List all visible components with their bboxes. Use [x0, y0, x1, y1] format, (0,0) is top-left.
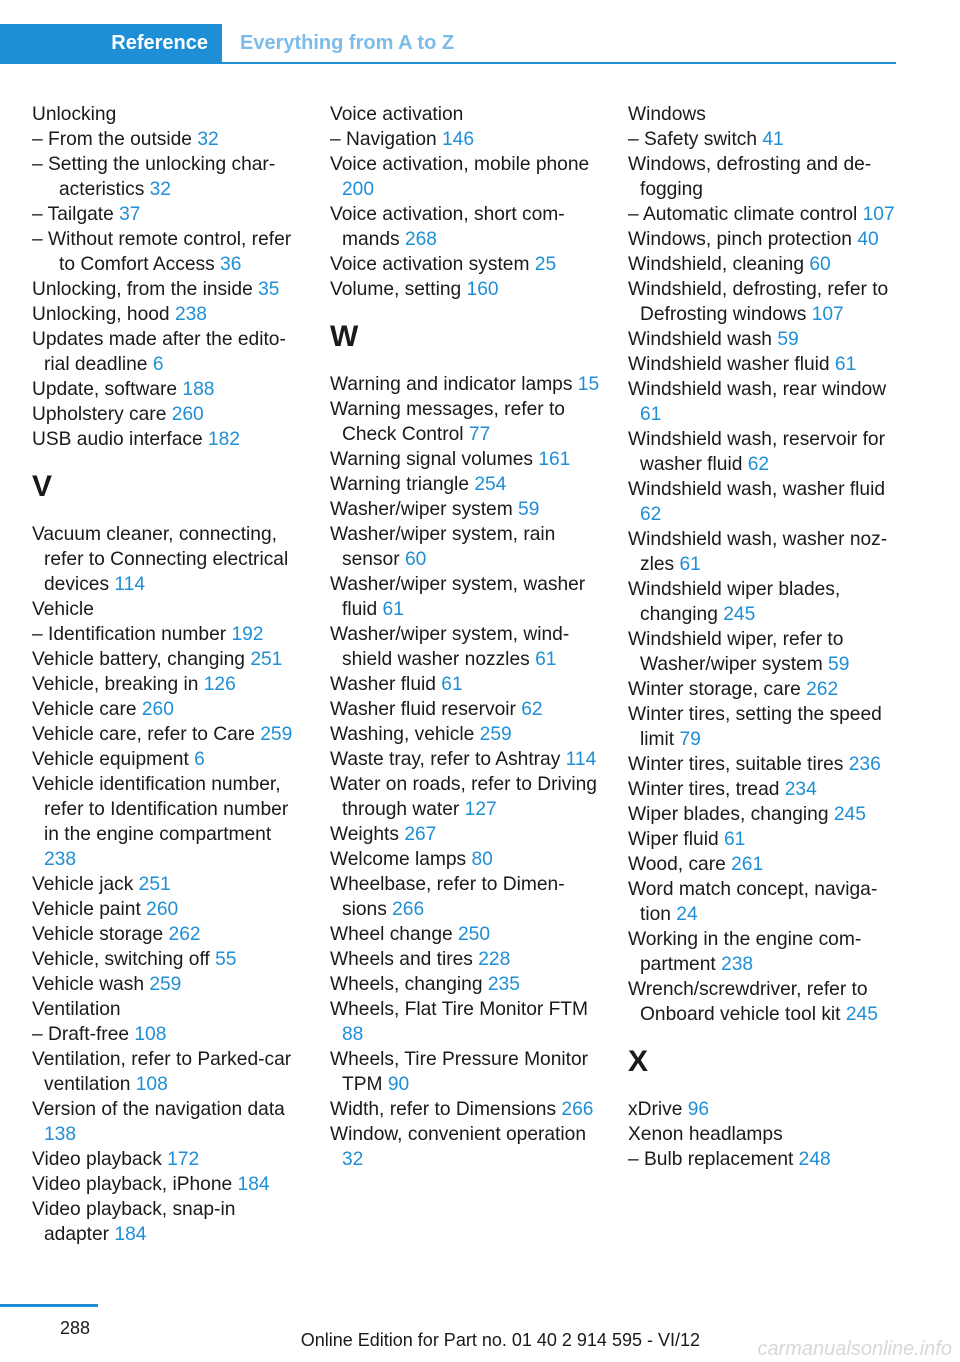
entry-text: Unlocking, from the inside: [32, 279, 253, 300]
index-entry: [628, 702, 900, 752]
entry-text: Windshield washer fluid: [628, 354, 830, 375]
index-entry: [330, 1047, 602, 1097]
index-entry: [330, 997, 602, 1047]
page-ref-link[interactable]: 62: [747, 454, 770, 475]
page-ref-link[interactable]: 161: [538, 449, 571, 470]
index-entry: [32, 597, 304, 622]
index-entry: [628, 227, 900, 252]
page-ref-link[interactable]: 114: [114, 574, 145, 595]
index-entry: [32, 672, 304, 697]
page-ref-link[interactable]: 61: [382, 599, 404, 620]
index-entry: [628, 527, 900, 577]
page-ref-link[interactable]: 15: [577, 374, 600, 395]
entry-text: Vehicle wash: [32, 974, 144, 995]
index-subentry: [32, 127, 304, 152]
index-entry: [628, 752, 900, 777]
index-entry: [628, 252, 900, 277]
index-entry: [32, 327, 304, 377]
entry-text: – Setting the unlocking characteristics: [32, 154, 276, 200]
entry-text: Xenon headlamps: [628, 1124, 783, 1145]
page-ref-link[interactable]: 108: [135, 1074, 168, 1095]
entry-text: – Automatic climate control: [628, 204, 858, 225]
index-entry: [628, 852, 900, 877]
entry-text: Wheel change: [330, 924, 453, 945]
page-ref-link[interactable]: 261: [731, 854, 764, 875]
page-ref-link[interactable]: 41: [762, 129, 784, 150]
index-entry: [32, 897, 304, 922]
entry-text: Washer/wiper system, windshield washer nozzles: [330, 624, 570, 670]
entry-text: Vehicle equipment: [32, 749, 189, 770]
page-ref-link[interactable]: 266: [392, 899, 425, 920]
index-entry: [628, 1097, 900, 1122]
entry-text: Volume, setting: [330, 279, 462, 300]
page-ref-link[interactable]: 107: [811, 304, 844, 325]
page-ref-link[interactable]: 234: [784, 779, 817, 800]
entry-text: Windshield wash, washer fluid: [628, 479, 886, 500]
page-ref-link[interactable]: 262: [806, 679, 839, 700]
index-subentry: [628, 127, 900, 152]
index-entry: [32, 1172, 304, 1197]
footer-rule: [0, 1304, 98, 1307]
entry-text: Windshield, cleaning: [628, 254, 804, 275]
page-ref-link[interactable]: 80: [471, 849, 493, 870]
entry-text: Windshield wash, washer nozzles: [628, 529, 888, 575]
entry-text: Wheels, Flat Tire Monitor FTM: [330, 999, 589, 1020]
entry-text: Wheels, changing: [330, 974, 483, 995]
index-entry: [32, 722, 304, 747]
entry-text: Unlocking: [32, 104, 117, 125]
index-column-3: [628, 102, 900, 1172]
page-ref-link[interactable]: 146: [442, 129, 475, 150]
index-entry: [330, 522, 602, 572]
page-ref-link[interactable]: 32: [342, 1149, 364, 1170]
page-ref-link[interactable]: 260: [141, 699, 174, 720]
entry-text: Washing, vehicle: [330, 724, 475, 745]
index-entry: [628, 427, 900, 477]
entry-text: Vehicle battery, changing: [32, 649, 245, 670]
index-subentry: [330, 127, 602, 152]
index-entry: [628, 1122, 900, 1147]
page-ref-link[interactable]: 127: [464, 799, 497, 820]
page-ref-link[interactable]: 108: [134, 1024, 167, 1045]
index-entry: [628, 827, 900, 852]
entry-text: Video playback, snap-in adapter: [32, 1199, 236, 1245]
entry-text: Washer/wiper system: [330, 499, 513, 520]
entry-text: – Identification number: [32, 624, 227, 645]
index-entry: [32, 1197, 304, 1247]
index-entry: [628, 377, 900, 427]
page-ref-link[interactable]: 262: [168, 924, 201, 945]
index-entry: [330, 872, 602, 922]
page-ref-link[interactable]: 251: [138, 874, 171, 895]
index-entry: [330, 252, 602, 277]
index-entry: [32, 402, 304, 427]
index-entry: [628, 577, 900, 627]
index-entry: [628, 152, 900, 202]
entry-text: Warning triangle: [330, 474, 469, 495]
entry-text: – Tailgate: [32, 204, 114, 225]
entry-text: Vacuum cleaner, connecting, refer to Connecting electrical devices: [32, 524, 289, 595]
page-ref-link[interactable]: 238: [721, 954, 754, 975]
entry-text: Windows, pinch protection: [628, 229, 852, 250]
page-ref-link[interactable]: 77: [468, 424, 491, 445]
entry-text: Windows: [628, 104, 706, 125]
page-ref-link[interactable]: 238: [174, 304, 207, 325]
index-entry: [330, 747, 602, 772]
page-ref-link[interactable]: 260: [171, 404, 204, 425]
page-ref-link[interactable]: 235: [487, 974, 520, 995]
page-ref-link[interactable]: 248: [798, 1149, 831, 1170]
page-ref-link[interactable]: 259: [479, 724, 512, 745]
entry-text: Washer/wiper system, washer fluid: [330, 574, 586, 620]
entry-text: – Navigation: [330, 129, 437, 150]
page-ref-link[interactable]: 6: [152, 354, 164, 375]
entry-text: Vehicle care: [32, 699, 137, 720]
entry-text: Windshield wash, rear window: [628, 379, 887, 400]
entry-text: Width, refer to Dimensions: [330, 1099, 557, 1120]
index-entry: [330, 1097, 602, 1122]
entry-text: Wheels, Tire Pressure Monitor TPM: [330, 1049, 589, 1095]
entry-text: Version of the navigation data: [32, 1099, 285, 1120]
page-ref-link[interactable]: 238: [44, 849, 77, 870]
entry-text: Windshield, defrosting, refer to Defrosting windows: [628, 279, 889, 325]
index-entry: [32, 697, 304, 722]
entry-text: Vehicle, breaking in: [32, 674, 199, 695]
index-entry: [32, 302, 304, 327]
page-ref-link[interactable]: 259: [260, 724, 293, 745]
letter-heading: V: [32, 470, 53, 503]
index-entry: [628, 102, 900, 127]
page-ref-link[interactable]: 245: [845, 1004, 878, 1025]
page-ref-link[interactable]: 260: [146, 899, 179, 920]
page-ref-link[interactable]: 200: [342, 179, 375, 200]
index-entry: [32, 427, 304, 452]
index-entry: [628, 327, 900, 352]
entry-text: Washer/wiper system, rain sensor: [330, 524, 556, 570]
page-ref-link[interactable]: 61: [834, 354, 857, 375]
entry-text: Windshield wash, reservoir for washer fluid: [628, 429, 885, 475]
page-ref-link[interactable]: 245: [833, 804, 866, 825]
index-entry: [32, 772, 304, 872]
page-ref-link[interactable]: 60: [809, 254, 831, 275]
index-entry: [330, 1122, 602, 1172]
page-ref-link[interactable]: 90: [387, 1074, 410, 1095]
entry-text: USB audio interface: [32, 429, 203, 450]
page-ref-link[interactable]: 61: [441, 674, 463, 695]
page-ref-link[interactable]: 59: [518, 499, 540, 520]
page-ref-link[interactable]: 35: [258, 279, 280, 300]
entry-text: Washer fluid reservoir: [330, 699, 516, 720]
entry-text: Wood, care: [628, 854, 726, 875]
entry-text: – Without remote control, refer to Comfort Access: [32, 229, 292, 275]
index-entry: [32, 872, 304, 897]
page-ref-link[interactable]: 40: [857, 229, 879, 250]
index-entry: [32, 747, 304, 772]
page-ref-link[interactable]: 138: [44, 1124, 77, 1145]
page-ref-link[interactable]: 24: [676, 904, 698, 925]
page-ref-link[interactable]: 236: [848, 754, 881, 775]
index-entry: [330, 152, 602, 202]
entry-text: Vehicle paint: [32, 899, 141, 920]
page-ref-link[interactable]: 59: [777, 329, 799, 350]
index-subentry: [628, 202, 900, 227]
entry-text: Vehicle: [32, 599, 94, 620]
letter-heading: W: [330, 320, 359, 353]
page-ref-link[interactable]: 32: [149, 179, 171, 200]
index-entry: [330, 697, 602, 722]
entry-text: Winter storage, care: [628, 679, 801, 700]
index-entry: [330, 972, 602, 997]
page-ref-link[interactable]: 245: [723, 604, 756, 625]
index-entry: [628, 802, 900, 827]
page-ref-link[interactable]: 60: [404, 549, 427, 570]
page-ref-link[interactable]: 37: [119, 204, 141, 225]
entry-text: Windshield wiper, refer to Washer/wiper system: [628, 629, 844, 675]
edition-note: Online Edition for Part no. 01 40 2 914 595 - VI/12: [300, 1330, 700, 1350]
index-entry: [330, 202, 602, 252]
watermark: carmanualsonline.info: [757, 1338, 952, 1360]
entry-text: Video playback: [32, 1149, 162, 1170]
index-entry: [330, 722, 602, 747]
page-ref-link[interactable]: 107: [862, 204, 895, 225]
entry-text: Wrench/screwdriver, refer to Onboard vehicle tool kit: [628, 979, 868, 1025]
index-entry: [628, 777, 900, 802]
entry-text: Weights: [330, 824, 399, 845]
page-ref-link[interactable]: 188: [182, 379, 215, 400]
index-subentry: [628, 1147, 900, 1172]
entry-text: Working in the engine compartment: [628, 929, 862, 975]
entry-text: Waste tray, refer to Ashtray: [330, 749, 561, 770]
entry-text: Vehicle identification number, refer to Identification number in the engine compartment: [32, 774, 289, 845]
page-ref-link[interactable]: 32: [197, 129, 219, 150]
page-ref-link[interactable]: 254: [474, 474, 507, 495]
entry-text: Winter tires, setting the speed limit: [628, 704, 882, 750]
index-column-2: [330, 102, 602, 1172]
index-entry: [330, 102, 602, 127]
index-entry: [32, 922, 304, 947]
entry-text: Voice activation, mobile phone: [330, 154, 590, 175]
page-header: [0, 24, 896, 64]
page-number: 288: [60, 1318, 91, 1338]
entry-text: Vehicle, switching off: [32, 949, 210, 970]
entry-text: Voice activation system: [330, 254, 530, 275]
entry-text: Ventilation: [32, 999, 121, 1020]
page-ref-link[interactable]: 55: [215, 949, 237, 970]
index-entry: [32, 997, 304, 1022]
entry-text: Windows, defrosting and defogging: [628, 154, 872, 200]
page-ref-link[interactable]: 62: [640, 504, 662, 525]
page-ref-link[interactable]: 192: [231, 624, 264, 645]
page-ref-link[interactable]: 182: [208, 429, 241, 450]
index-entry: [628, 277, 900, 327]
entry-text: – Draft-free: [32, 1024, 130, 1045]
index-entry: [330, 497, 602, 522]
index-subentry: [32, 227, 304, 277]
index-entry: [330, 672, 602, 697]
entry-text: Update, software: [32, 379, 178, 400]
index-entry: [330, 622, 602, 672]
index-entry: [32, 947, 304, 972]
entry-text: Vehicle storage: [32, 924, 164, 945]
letter-heading: X: [628, 1045, 649, 1078]
page-ref-link[interactable]: 160: [466, 279, 499, 300]
page-ref-link[interactable]: 59: [828, 654, 850, 675]
index-entry: [32, 647, 304, 672]
index-entry: [32, 522, 304, 597]
page-ref-link[interactable]: 184: [237, 1174, 270, 1195]
page-ref-link[interactable]: 267: [404, 824, 437, 845]
page-ref-link[interactable]: 126: [203, 674, 236, 695]
entry-text: Winter tires, tread: [628, 779, 780, 800]
entry-text: Voice activation, short commands: [330, 204, 565, 250]
page-ref-link[interactable]: 61: [640, 404, 662, 425]
index-entry: [330, 397, 602, 447]
entry-text: xDrive: [628, 1099, 683, 1120]
page-ref-link[interactable]: 259: [149, 974, 182, 995]
index-entry: [32, 277, 304, 302]
entry-text: Windshield wiper blades, changing: [628, 579, 841, 625]
entry-text: Upholstery care: [32, 404, 167, 425]
page-ref-link[interactable]: 36: [220, 254, 242, 275]
entry-text: – Safety switch: [628, 129, 758, 150]
index-entry: [32, 972, 304, 997]
index-entry: [32, 1147, 304, 1172]
index-entry: [330, 947, 602, 972]
entry-text: Vehicle care, refer to Care: [32, 724, 255, 745]
entry-text: – From the outside: [32, 129, 192, 150]
page-ref-link[interactable]: 268: [404, 229, 437, 250]
entry-text: Welcome lamps: [330, 849, 467, 870]
index-entry: [628, 977, 900, 1027]
entry-text: Voice activation: [330, 104, 464, 125]
page-ref-link[interactable]: 79: [679, 729, 701, 750]
entry-text: Winter tires, suitable tires: [628, 754, 844, 775]
index-entry: [330, 447, 602, 472]
index-subentry: [32, 152, 304, 202]
entry-text: Warning signal volumes: [330, 449, 533, 470]
page-ref-link[interactable]: 114: [565, 749, 597, 770]
index-entry: [330, 277, 602, 302]
page-ref-link[interactable]: 62: [521, 699, 543, 720]
index-entry: [32, 102, 304, 127]
index-subentry: [32, 622, 304, 647]
index-entry: [628, 877, 900, 927]
page-ref-link[interactable]: 61: [723, 829, 746, 850]
entry-text: Warning messages, refer to Check Control: [330, 399, 565, 445]
page-ref-link[interactable]: 96: [687, 1099, 710, 1120]
entry-text: Washer fluid: [330, 674, 436, 695]
entry-text: Vehicle jack: [32, 874, 134, 895]
index-entry: [330, 572, 602, 622]
index-column-1: [32, 102, 304, 1247]
entry-text: – Bulb replacement: [628, 1149, 794, 1170]
index-entry: [330, 822, 602, 847]
page-ref-link[interactable]: 25: [534, 254, 557, 275]
entry-text: Window, convenient operation: [330, 1124, 586, 1145]
entry-text: Water on roads, refer to Driving through water: [330, 774, 597, 820]
index-subentry: [32, 1022, 304, 1047]
entry-text: Wiper blades, changing: [628, 804, 829, 825]
index-entry: [330, 772, 602, 822]
index-entry: [32, 377, 304, 402]
index-entry: [330, 922, 602, 947]
index-entry: [32, 1047, 304, 1097]
page-ref-link[interactable]: 61: [535, 649, 557, 670]
index-entry: [628, 927, 900, 977]
index-entry: [628, 627, 900, 677]
entry-text: Video playback, iPhone: [32, 1174, 233, 1195]
entry-text: Unlocking, hood: [32, 304, 170, 325]
page-ref-link[interactable]: 172: [167, 1149, 200, 1170]
page-ref-link[interactable]: 228: [478, 949, 511, 970]
entry-text: Word match concept, navigation: [628, 879, 878, 925]
page-ref-link[interactable]: 251: [250, 649, 283, 670]
page-ref-link[interactable]: 6: [194, 749, 205, 770]
index-entry: [32, 1097, 304, 1147]
page-ref-link[interactable]: 88: [342, 1024, 364, 1045]
entry-text: Warning and indicator lamps: [330, 374, 573, 395]
page-ref-link[interactable]: 250: [458, 924, 491, 945]
index-subentry: [32, 202, 304, 227]
entry-text: Wheelbase, refer to Dimensions: [330, 874, 565, 920]
entry-text: Windshield wash: [628, 329, 772, 350]
entry-text: Updates made after the editorial deadline: [32, 329, 286, 375]
index-entry: [330, 847, 602, 872]
entry-text: Ventilation, refer to Parked-car ventilation: [32, 1049, 292, 1095]
index-entry: [628, 677, 900, 702]
entry-text: Wiper fluid: [628, 829, 719, 850]
entry-text: Wheels and tires: [330, 949, 473, 970]
index-entry: [330, 472, 602, 497]
index-entry: [628, 477, 900, 527]
index-entry: [330, 372, 602, 397]
page-ref-link[interactable]: 266: [561, 1099, 594, 1120]
section-tab: Reference: [0, 24, 222, 62]
chapter-title: Everything from A to Z: [240, 31, 455, 54]
page-ref-link[interactable]: 61: [679, 554, 701, 575]
index-entry: [628, 352, 900, 377]
page-ref-link[interactable]: 184: [114, 1224, 147, 1245]
